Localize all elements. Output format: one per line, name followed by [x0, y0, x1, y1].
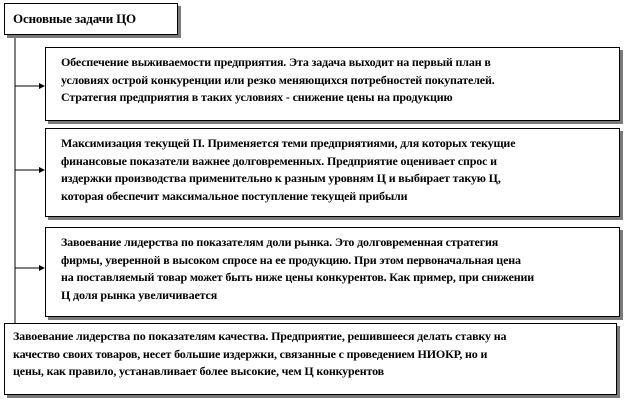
task-box-4: [4, 323, 617, 395]
task-3-line-2: фирмы, уверенной в высоком спросе на ее продукцию. При этом первоначальная цена: [61, 252, 521, 267]
task-1-line-2: условиях острой конкуренции или резко меняющихся потребностей покупателей.: [61, 72, 495, 87]
task-4-line-3: цены, как правило, устанавливает более высокие, чем Ц конкурентов: [13, 364, 384, 378]
task-box-3: [45, 227, 620, 317]
task-box-1: [45, 47, 620, 121]
task-1-line-1: Обеспечение выживаемости предприятия. Эта задача выходит на первый план в: [61, 55, 491, 69]
task-2-line-4: которая обеспечит максимальное поступление текущей прибыли: [61, 188, 408, 203]
task-2-line-2: финансовые показатели важнее долговременных. Предприятие оценивает спрос и: [61, 153, 497, 168]
task-4-line-1: Завоевание лидерства по показателям качества. Предприятие, решившееся делать ставку на: [13, 329, 507, 343]
task-3-line-1: Завоевание лидерства по показателям доли рынка. Это долговременная стратегия: [61, 235, 499, 249]
task-2-line-3: издержки производства применительно к разным уровням Ц и выбирает такую Ц,: [61, 171, 501, 185]
task-1-line-3: Стратегия предприятия в таких условиях - снижение цены на продукцию: [61, 90, 453, 104]
task-2-line-1: Максимизация текущей П. Применяется теми предприятиями, для которых текущие: [61, 136, 516, 150]
diagram-title: Основные задачи ЦО: [13, 11, 136, 26]
task-3-line-4: Ц доля рынка увеличивается: [61, 287, 218, 302]
task-box-2: [45, 128, 620, 217]
task-4-line-2: качество своих товаров, несет большие издержки, связанные с проведением НИОКР, но и: [13, 346, 488, 361]
task-3-line-3: на поставляемый товар может быть ниже цены конкурентов. Как пример, при снижении: [61, 270, 535, 284]
diagram-title-box: [4, 3, 178, 35]
